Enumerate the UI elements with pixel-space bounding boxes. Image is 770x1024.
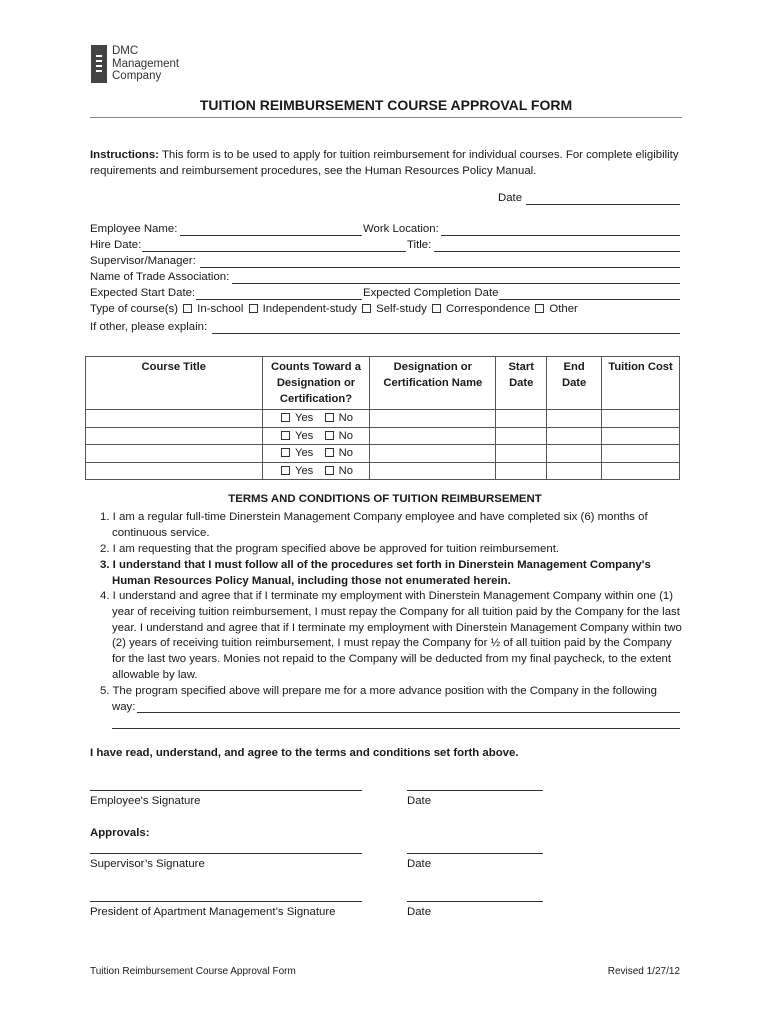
course-table xyxy=(85,356,680,480)
logo-line-2: Management xyxy=(112,57,180,70)
work-location-field[interactable] xyxy=(441,222,680,236)
designation-cell[interactable] xyxy=(370,410,496,428)
correspondence-label: Correspondence xyxy=(445,303,531,315)
company-logo-text xyxy=(112,45,179,83)
terms-title: TERMS AND CONDITIONS OF TUITION REIMBURSEMENT xyxy=(228,493,542,505)
start-date-header: Start Date xyxy=(496,357,547,410)
no-checkbox[interactable] xyxy=(325,413,334,422)
trade-association-field[interactable] xyxy=(232,270,680,284)
course-title-cell[interactable] xyxy=(86,445,263,463)
expected-completion-label: Expected Completion Date xyxy=(363,287,499,299)
designation-cell[interactable] xyxy=(370,462,496,480)
expected-completion-field[interactable] xyxy=(499,286,680,300)
term-item-2: 2. I am requesting that the program specified above be approved for tuition reimbursement. xyxy=(100,543,560,555)
date-field[interactable] xyxy=(526,191,680,205)
supervisor-date-field[interactable] xyxy=(407,840,543,854)
company-logo-icon xyxy=(91,45,107,83)
logo-line-3: Company xyxy=(112,70,162,82)
if-other-label: If other, please explain: xyxy=(90,321,208,333)
counts-toward-cell xyxy=(262,462,370,480)
employee-name-field[interactable] xyxy=(180,222,362,236)
other-checkbox[interactable] xyxy=(535,304,544,313)
table-row xyxy=(86,410,680,428)
expected-start-label: Expected Start Date: xyxy=(90,287,196,299)
counts-toward-cell xyxy=(262,410,370,428)
president-signature-field[interactable] xyxy=(90,888,362,902)
president-signature-label: President of Apartment Management’s Signature xyxy=(90,906,336,918)
no-label: No xyxy=(338,464,353,477)
footer-left: Tuition Reimbursement Course Approval Form xyxy=(90,966,296,977)
advancement-field-2[interactable] xyxy=(112,715,680,729)
term-item-4: 4. I understand and agree that if I terminate my employment with Dinerstein Management Company within one (1) year of receiving tuition reimbursement, I must repay the Company for all tuition paid by the Company for the last year. I understand and agree that if I terminate my employment with Dinerstein Management Company within two (2) years of receiving tuition reimbursement, I must repay the Company for ½ of all tuition paid by the Company for the last two years. Monies not repaid to the Company will be deducted from my final paycheck, to the extent allowable by law. xyxy=(100,590,682,681)
yes-label: Yes xyxy=(295,447,314,460)
tuition-cost-cell[interactable] xyxy=(602,445,680,463)
yes-checkbox[interactable] xyxy=(281,413,290,422)
term-item-5-way: way: xyxy=(112,701,136,713)
no-checkbox[interactable] xyxy=(325,466,334,475)
term-item-3: 3. I understand that I must follow all of the procedures set forth in Dinerstein Management Company's Human Resources Policy Manual, including those not enumerated herein. xyxy=(100,559,651,587)
end-date-cell[interactable] xyxy=(547,445,602,463)
in-school-label: In-school xyxy=(197,303,244,315)
yes-label: Yes xyxy=(295,412,314,425)
counts-toward-header: Counts Toward a Designation or Certification? xyxy=(262,357,370,410)
tuition-cost-cell[interactable] xyxy=(602,462,680,480)
yes-label: Yes xyxy=(295,429,314,442)
instructions-label: Instructions: xyxy=(90,149,159,161)
title-field[interactable] xyxy=(434,238,680,252)
employee-name-label: Employee Name: xyxy=(90,223,178,235)
end-date-cell[interactable] xyxy=(547,462,602,480)
self-study-checkbox[interactable] xyxy=(362,304,371,313)
counts-toward-cell xyxy=(262,445,370,463)
no-checkbox[interactable] xyxy=(325,431,334,440)
logo-line-1: DMC xyxy=(112,45,139,57)
no-checkbox[interactable] xyxy=(325,448,334,457)
tuition-cost-header: Tuition Cost xyxy=(602,357,680,410)
course-title-header: Course Title xyxy=(86,357,263,410)
start-date-cell[interactable] xyxy=(496,427,547,445)
yes-label: Yes xyxy=(295,464,314,477)
yes-checkbox[interactable] xyxy=(281,431,290,440)
table-row xyxy=(86,462,680,480)
form-title: TUITION REIMBURSEMENT COURSE APPROVAL FORM xyxy=(199,97,573,113)
table-row xyxy=(86,427,680,445)
president-date-field[interactable] xyxy=(407,888,543,902)
yes-checkbox[interactable] xyxy=(281,466,290,475)
instructions xyxy=(90,147,682,179)
footer-revision: Revised 1/27/12 xyxy=(607,966,680,977)
president-date-label: Date xyxy=(407,906,432,918)
supervisor-signature-field[interactable] xyxy=(90,840,362,854)
no-label: No xyxy=(338,412,353,425)
supervisor-signature-label: Supervisor’s Signature xyxy=(90,858,205,870)
employee-date-label: Date xyxy=(407,795,432,807)
no-label: No xyxy=(338,447,353,460)
no-label: No xyxy=(338,429,353,442)
approvals-heading: Approvals: xyxy=(90,827,150,839)
end-date-header: End Date xyxy=(547,357,602,410)
term-item-5: 5. The program specified above will prepare me for a more advance position with the Company in the following xyxy=(100,685,657,697)
hire-date-label: Hire Date: xyxy=(90,239,142,251)
correspondence-checkbox[interactable] xyxy=(432,304,441,313)
tuition-cost-cell[interactable] xyxy=(602,410,680,428)
supervisor-date-label: Date xyxy=(407,858,432,870)
other-label: Other xyxy=(549,303,578,315)
start-date-cell[interactable] xyxy=(496,445,547,463)
hire-date-field[interactable] xyxy=(142,238,406,252)
course-title-cell[interactable] xyxy=(86,410,263,428)
employee-signature-field[interactable] xyxy=(90,777,362,791)
term-item-1: 1. I am a regular full-time Dinerstein Management Company employee and have completed six (6) months of continuous service. xyxy=(100,511,648,539)
table-row xyxy=(86,445,680,463)
start-date-cell[interactable] xyxy=(496,410,547,428)
trade-association-label: Name of Trade Association: xyxy=(90,271,230,283)
tuition-cost-cell[interactable] xyxy=(602,427,680,445)
in-school-checkbox[interactable] xyxy=(183,304,192,313)
title-label: Title: xyxy=(407,239,432,251)
expected-start-field[interactable] xyxy=(196,286,362,300)
employee-signature-label: Employee's Signature xyxy=(90,795,201,807)
end-date-cell[interactable] xyxy=(547,427,602,445)
advancement-field[interactable] xyxy=(137,699,680,713)
course-title-cell[interactable] xyxy=(86,427,263,445)
employee-date-field[interactable] xyxy=(407,777,543,791)
agreement-statement: I have read, understand, and agree to the terms and conditions set forth above. xyxy=(90,747,519,759)
designation-cell[interactable] xyxy=(370,445,496,463)
designation-header: Designation or Certification Name xyxy=(370,357,496,410)
title-divider xyxy=(90,117,682,118)
start-date-cell[interactable] xyxy=(496,462,547,480)
yes-checkbox[interactable] xyxy=(281,448,290,457)
supervisor-field[interactable] xyxy=(200,254,680,268)
if-other-field[interactable] xyxy=(212,320,680,334)
independent-study-checkbox[interactable] xyxy=(249,304,258,313)
course-type-label: Type of course(s) xyxy=(90,303,178,315)
self-study-label: Self-study xyxy=(376,303,427,315)
work-location-label: Work Location: xyxy=(363,223,439,235)
designation-cell[interactable] xyxy=(370,427,496,445)
table-header-row xyxy=(86,357,680,410)
counts-toward-cell xyxy=(262,427,370,445)
date-label: Date xyxy=(498,192,523,204)
independent-study-label: Independent-study xyxy=(262,303,357,315)
supervisor-label: Supervisor/Manager: xyxy=(90,255,196,267)
instructions-text: This form is to be used to apply for tuition reimbursement for individual courses. For complete eligibility requirements and reimbursement procedures, see the Human Resources Policy Manual. xyxy=(90,149,679,177)
course-type-row xyxy=(90,302,578,316)
course-title-cell[interactable] xyxy=(86,462,263,480)
end-date-cell[interactable] xyxy=(547,410,602,428)
